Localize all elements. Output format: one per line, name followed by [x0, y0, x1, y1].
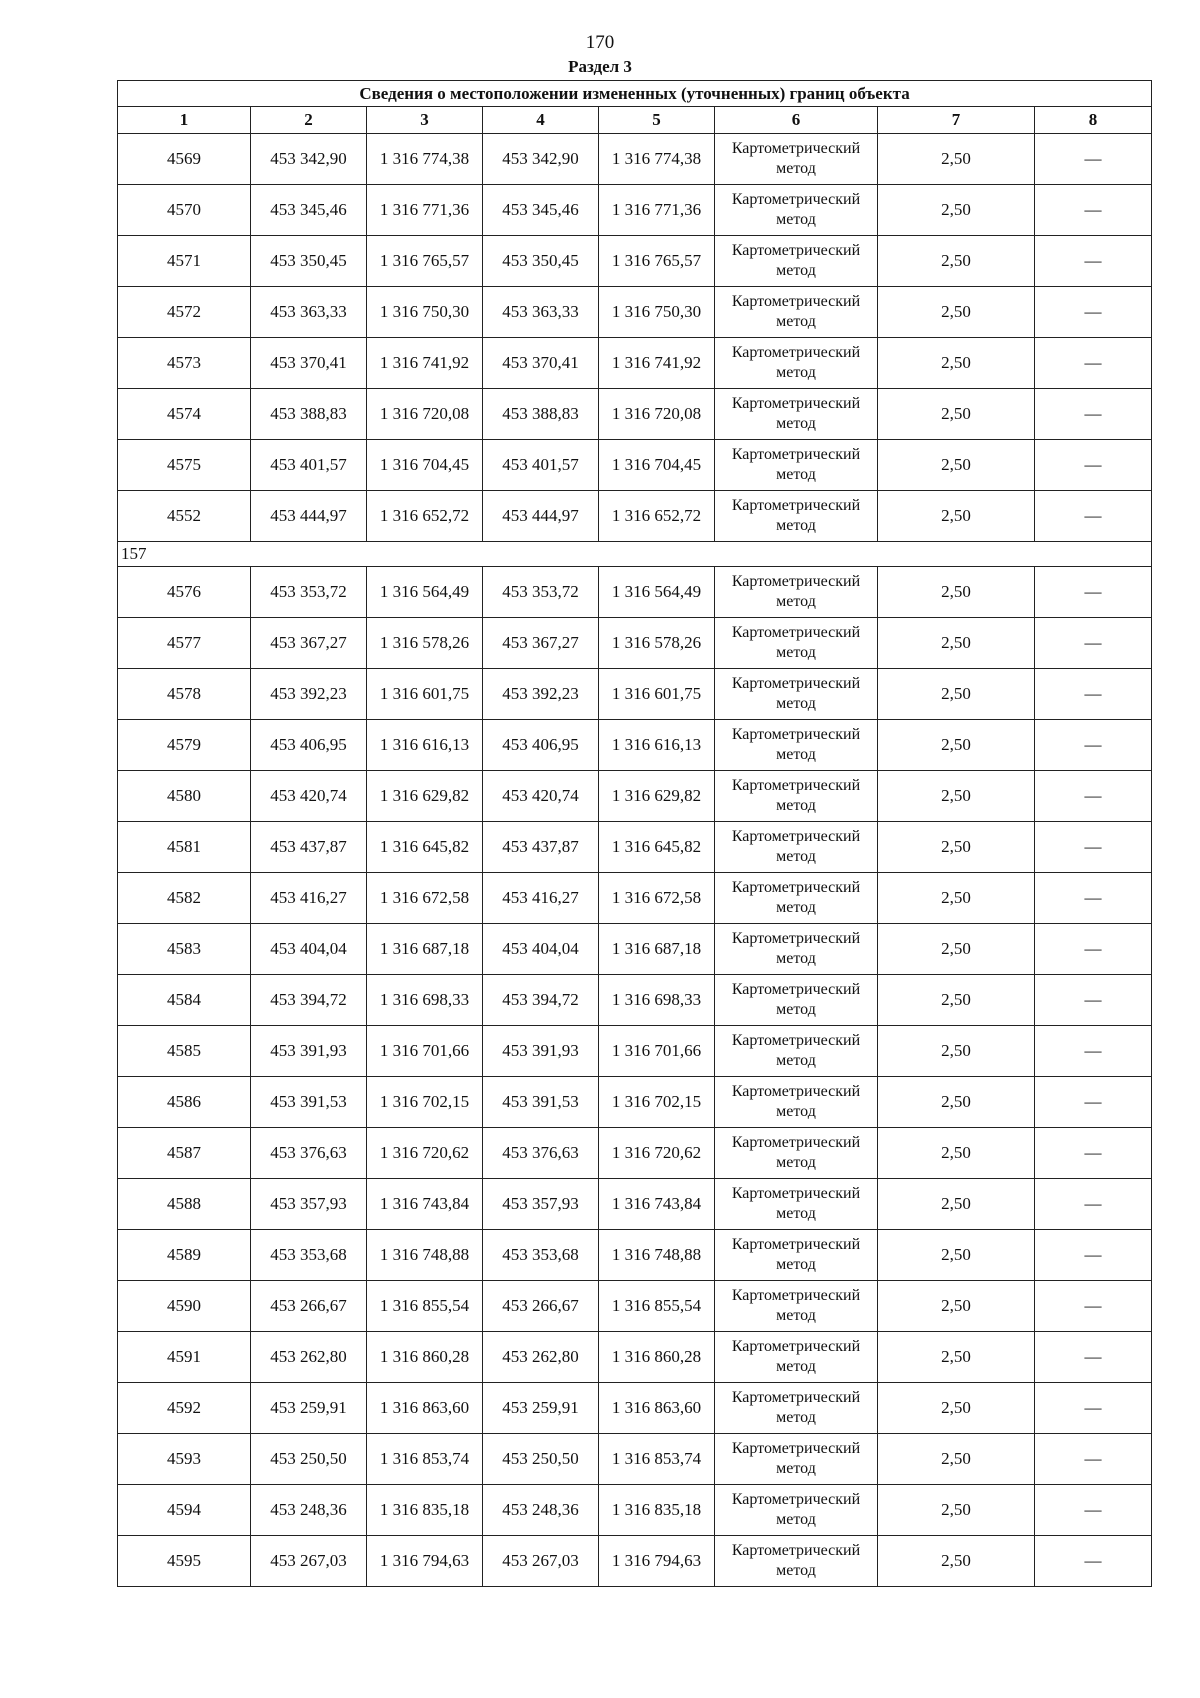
cell-description: —	[1035, 1332, 1152, 1383]
cell-x-existing: 453 391,53	[251, 1077, 367, 1128]
cell-description: —	[1035, 1026, 1152, 1077]
group-label-row	[118, 542, 1152, 567]
cell-y-existing: 1 316 853,74	[367, 1434, 483, 1485]
table-row	[118, 1128, 1152, 1179]
cell-point-number: 4576	[118, 567, 251, 618]
cell-method: Картометрический метод	[715, 1026, 878, 1077]
cell-point-number: 4592	[118, 1383, 251, 1434]
cell-y-new: 1 316 629,82	[599, 771, 715, 822]
cell-y-new: 1 316 672,58	[599, 873, 715, 924]
cell-method: Картометрический метод	[715, 975, 878, 1026]
cell-point-number: 4570	[118, 185, 251, 236]
cell-y-new: 1 316 702,15	[599, 1077, 715, 1128]
cell-x-existing: 453 342,90	[251, 134, 367, 185]
cell-x-existing: 453 353,72	[251, 567, 367, 618]
cell-y-new: 1 316 601,75	[599, 669, 715, 720]
cell-x-new: 453 437,87	[483, 822, 599, 873]
cell-x-new: 453 420,74	[483, 771, 599, 822]
column-number: 2	[251, 107, 367, 134]
cell-x-new: 453 394,72	[483, 975, 599, 1026]
cell-x-existing: 453 267,03	[251, 1536, 367, 1587]
cell-accuracy: 2,50	[878, 236, 1035, 287]
cell-description: —	[1035, 236, 1152, 287]
cell-y-new: 1 316 748,88	[599, 1230, 715, 1281]
cell-x-existing: 453 420,74	[251, 771, 367, 822]
cell-description: —	[1035, 440, 1152, 491]
cell-x-existing: 453 392,23	[251, 669, 367, 720]
cell-description: —	[1035, 1128, 1152, 1179]
cell-x-new: 453 401,57	[483, 440, 599, 491]
table-row	[118, 567, 1152, 618]
cell-x-existing: 453 370,41	[251, 338, 367, 389]
cell-y-new: 1 316 687,18	[599, 924, 715, 975]
cell-y-existing: 1 316 702,15	[367, 1077, 483, 1128]
cell-method: Картометрический метод	[715, 1281, 878, 1332]
cell-y-existing: 1 316 774,38	[367, 134, 483, 185]
cell-description: —	[1035, 491, 1152, 542]
cell-y-new: 1 316 720,08	[599, 389, 715, 440]
cell-accuracy: 2,50	[878, 771, 1035, 822]
cell-x-new: 453 444,97	[483, 491, 599, 542]
cell-method: Картометрический метод	[715, 1434, 878, 1485]
cell-x-existing: 453 376,63	[251, 1128, 367, 1179]
cell-y-existing: 1 316 652,72	[367, 491, 483, 542]
cell-y-new: 1 316 860,28	[599, 1332, 715, 1383]
table-row	[118, 924, 1152, 975]
table-row	[118, 618, 1152, 669]
cell-accuracy: 2,50	[878, 491, 1035, 542]
cell-y-new: 1 316 835,18	[599, 1485, 715, 1536]
cell-x-existing: 453 248,36	[251, 1485, 367, 1536]
cell-y-existing: 1 316 687,18	[367, 924, 483, 975]
cell-method: Картометрический метод	[715, 287, 878, 338]
table-row	[118, 1281, 1152, 1332]
cell-x-existing: 453 250,50	[251, 1434, 367, 1485]
table-row	[118, 185, 1152, 236]
cell-x-new: 453 350,45	[483, 236, 599, 287]
cell-accuracy: 2,50	[878, 618, 1035, 669]
column-number: 6	[715, 107, 878, 134]
column-number: 3	[367, 107, 483, 134]
cell-y-existing: 1 316 704,45	[367, 440, 483, 491]
cell-y-new: 1 316 794,63	[599, 1536, 715, 1587]
cell-point-number: 4593	[118, 1434, 251, 1485]
cell-method: Картометрический метод	[715, 134, 878, 185]
cell-accuracy: 2,50	[878, 1128, 1035, 1179]
table-body	[118, 134, 1152, 1587]
cell-y-new: 1 316 750,30	[599, 287, 715, 338]
table-row	[118, 491, 1152, 542]
cell-description: —	[1035, 873, 1152, 924]
cell-y-existing: 1 316 616,13	[367, 720, 483, 771]
table-row	[118, 822, 1152, 873]
cell-y-existing: 1 316 578,26	[367, 618, 483, 669]
cell-point-number: 4580	[118, 771, 251, 822]
cell-point-number: 4585	[118, 1026, 251, 1077]
table-row	[118, 1179, 1152, 1230]
cell-y-existing: 1 316 748,88	[367, 1230, 483, 1281]
table-row	[118, 1383, 1152, 1434]
cell-description: —	[1035, 924, 1152, 975]
cell-y-existing: 1 316 601,75	[367, 669, 483, 720]
cell-x-new: 453 416,27	[483, 873, 599, 924]
cell-x-existing: 453 259,91	[251, 1383, 367, 1434]
cell-description: —	[1035, 1077, 1152, 1128]
table-row	[118, 771, 1152, 822]
cell-description: —	[1035, 338, 1152, 389]
cell-accuracy: 2,50	[878, 338, 1035, 389]
cell-accuracy: 2,50	[878, 1383, 1035, 1434]
cell-description: —	[1035, 771, 1152, 822]
cell-x-new: 453 357,93	[483, 1179, 599, 1230]
cell-point-number: 4583	[118, 924, 251, 975]
cell-y-existing: 1 316 794,63	[367, 1536, 483, 1587]
cell-x-new: 453 388,83	[483, 389, 599, 440]
cell-description: —	[1035, 618, 1152, 669]
table-row	[118, 287, 1152, 338]
cell-description: —	[1035, 1383, 1152, 1434]
cell-description: —	[1035, 134, 1152, 185]
cell-y-existing: 1 316 720,08	[367, 389, 483, 440]
column-number-row	[118, 107, 1152, 134]
cell-point-number: 4581	[118, 822, 251, 873]
cell-y-new: 1 316 863,60	[599, 1383, 715, 1434]
cell-description: —	[1035, 287, 1152, 338]
table-row	[118, 873, 1152, 924]
cell-x-new: 453 370,41	[483, 338, 599, 389]
cell-description: —	[1035, 669, 1152, 720]
cell-point-number: 4572	[118, 287, 251, 338]
cell-y-existing: 1 316 750,30	[367, 287, 483, 338]
cell-description: —	[1035, 1179, 1152, 1230]
cell-method: Картометрический метод	[715, 491, 878, 542]
cell-y-existing: 1 316 863,60	[367, 1383, 483, 1434]
cell-point-number: 4582	[118, 873, 251, 924]
cell-accuracy: 2,50	[878, 1281, 1035, 1332]
cell-description: —	[1035, 1281, 1152, 1332]
cell-y-new: 1 316 701,66	[599, 1026, 715, 1077]
cell-accuracy: 2,50	[878, 287, 1035, 338]
cell-method: Картометрический метод	[715, 338, 878, 389]
cell-method: Картометрический метод	[715, 185, 878, 236]
cell-y-new: 1 316 743,84	[599, 1179, 715, 1230]
cell-y-new: 1 316 616,13	[599, 720, 715, 771]
cell-point-number: 4586	[118, 1077, 251, 1128]
cell-accuracy: 2,50	[878, 669, 1035, 720]
cell-y-new: 1 316 645,82	[599, 822, 715, 873]
cell-y-existing: 1 316 672,58	[367, 873, 483, 924]
section-title: Раздел 3	[568, 57, 632, 76]
table-row	[118, 975, 1152, 1026]
cell-x-new: 453 391,53	[483, 1077, 599, 1128]
cell-accuracy: 2,50	[878, 1077, 1035, 1128]
cell-y-new: 1 316 855,54	[599, 1281, 715, 1332]
table-row	[118, 1230, 1152, 1281]
cell-accuracy: 2,50	[878, 185, 1035, 236]
cell-y-new: 1 316 771,36	[599, 185, 715, 236]
cell-description: —	[1035, 389, 1152, 440]
cell-x-existing: 453 444,97	[251, 491, 367, 542]
table-row	[118, 669, 1152, 720]
page-number: 170	[585, 32, 615, 53]
group-label: 157	[118, 542, 1152, 567]
cell-x-existing: 453 262,80	[251, 1332, 367, 1383]
table-row	[118, 1077, 1152, 1128]
cell-x-new: 453 259,91	[483, 1383, 599, 1434]
cell-method: Картометрический метод	[715, 1383, 878, 1434]
cell-accuracy: 2,50	[878, 1179, 1035, 1230]
cell-y-new: 1 316 564,49	[599, 567, 715, 618]
cell-y-existing: 1 316 771,36	[367, 185, 483, 236]
cell-x-new: 453 392,23	[483, 669, 599, 720]
cell-accuracy: 2,50	[878, 975, 1035, 1026]
cell-point-number: 4590	[118, 1281, 251, 1332]
cell-x-new: 453 266,67	[483, 1281, 599, 1332]
cell-x-new: 453 363,33	[483, 287, 599, 338]
column-number: 7	[878, 107, 1035, 134]
cell-point-number: 4573	[118, 338, 251, 389]
cell-accuracy: 2,50	[878, 134, 1035, 185]
cell-x-existing: 453 367,27	[251, 618, 367, 669]
cell-accuracy: 2,50	[878, 822, 1035, 873]
cell-y-new: 1 316 774,38	[599, 134, 715, 185]
table-row	[118, 1332, 1152, 1383]
cell-y-new: 1 316 765,57	[599, 236, 715, 287]
cell-y-existing: 1 316 698,33	[367, 975, 483, 1026]
cell-method: Картометрический метод	[715, 1077, 878, 1128]
cell-method: Картометрический метод	[715, 236, 878, 287]
cell-y-existing: 1 316 564,49	[367, 567, 483, 618]
cell-x-existing: 453 353,68	[251, 1230, 367, 1281]
cell-description: —	[1035, 975, 1152, 1026]
cell-x-existing: 453 266,67	[251, 1281, 367, 1332]
cell-description: —	[1035, 822, 1152, 873]
cell-y-existing: 1 316 720,62	[367, 1128, 483, 1179]
cell-point-number: 4569	[118, 134, 251, 185]
cell-y-existing: 1 316 645,82	[367, 822, 483, 873]
cell-y-existing: 1 316 743,84	[367, 1179, 483, 1230]
cell-method: Картометрический метод	[715, 822, 878, 873]
cell-x-new: 453 342,90	[483, 134, 599, 185]
cell-x-new: 453 391,93	[483, 1026, 599, 1077]
cell-x-new: 453 353,72	[483, 567, 599, 618]
cell-y-existing: 1 316 701,66	[367, 1026, 483, 1077]
cell-x-new: 453 404,04	[483, 924, 599, 975]
cell-method: Картометрический метод	[715, 771, 878, 822]
cell-x-new: 453 345,46	[483, 185, 599, 236]
cell-method: Картометрический метод	[715, 1485, 878, 1536]
cell-accuracy: 2,50	[878, 1332, 1035, 1383]
cell-x-existing: 453 363,33	[251, 287, 367, 338]
column-number: 5	[599, 107, 715, 134]
cell-point-number: 4584	[118, 975, 251, 1026]
cell-y-new: 1 316 578,26	[599, 618, 715, 669]
cell-x-existing: 453 388,83	[251, 389, 367, 440]
cell-point-number: 4579	[118, 720, 251, 771]
cell-point-number: 4574	[118, 389, 251, 440]
cell-method: Картометрический метод	[715, 873, 878, 924]
cell-x-existing: 453 391,93	[251, 1026, 367, 1077]
cell-point-number: 4588	[118, 1179, 251, 1230]
table-row	[118, 1536, 1152, 1587]
cell-accuracy: 2,50	[878, 440, 1035, 491]
column-number: 1	[118, 107, 251, 134]
cell-point-number: 4587	[118, 1128, 251, 1179]
cell-x-existing: 453 406,95	[251, 720, 367, 771]
cell-method: Картометрический метод	[715, 1536, 878, 1587]
cell-y-new: 1 316 853,74	[599, 1434, 715, 1485]
cell-method: Картометрический метод	[715, 389, 878, 440]
cell-y-new: 1 316 698,33	[599, 975, 715, 1026]
cell-y-new: 1 316 704,45	[599, 440, 715, 491]
cell-x-existing: 453 437,87	[251, 822, 367, 873]
cell-point-number: 4578	[118, 669, 251, 720]
cell-point-number: 4594	[118, 1485, 251, 1536]
cell-method: Картометрический метод	[715, 567, 878, 618]
cell-x-new: 453 262,80	[483, 1332, 599, 1383]
boundary-coordinates-table	[117, 80, 1152, 1587]
cell-description: —	[1035, 1485, 1152, 1536]
table-row	[118, 440, 1152, 491]
cell-y-new: 1 316 741,92	[599, 338, 715, 389]
cell-point-number: 4552	[118, 491, 251, 542]
cell-method: Картометрический метод	[715, 440, 878, 491]
cell-accuracy: 2,50	[878, 1230, 1035, 1281]
table-row	[118, 1026, 1152, 1077]
cell-point-number: 4571	[118, 236, 251, 287]
cell-x-existing: 453 401,57	[251, 440, 367, 491]
cell-method: Картометрический метод	[715, 720, 878, 771]
cell-x-new: 453 406,95	[483, 720, 599, 771]
cell-description: —	[1035, 1536, 1152, 1587]
cell-y-existing: 1 316 860,28	[367, 1332, 483, 1383]
cell-description: —	[1035, 720, 1152, 771]
cell-accuracy: 2,50	[878, 924, 1035, 975]
cell-y-existing: 1 316 765,57	[367, 236, 483, 287]
cell-description: —	[1035, 1230, 1152, 1281]
cell-description: —	[1035, 1434, 1152, 1485]
cell-x-existing: 453 350,45	[251, 236, 367, 287]
table-caption: Сведения о местоположении измененных (уточненных) границ объекта	[118, 81, 1152, 107]
cell-accuracy: 2,50	[878, 1434, 1035, 1485]
cell-x-existing: 453 357,93	[251, 1179, 367, 1230]
cell-x-new: 453 353,68	[483, 1230, 599, 1281]
cell-y-existing: 1 316 741,92	[367, 338, 483, 389]
cell-y-new: 1 316 652,72	[599, 491, 715, 542]
cell-point-number: 4575	[118, 440, 251, 491]
table-row	[118, 1434, 1152, 1485]
cell-point-number: 4577	[118, 618, 251, 669]
cell-method: Картометрический метод	[715, 669, 878, 720]
cell-y-existing: 1 316 629,82	[367, 771, 483, 822]
cell-accuracy: 2,50	[878, 1536, 1035, 1587]
table-row	[118, 389, 1152, 440]
cell-description: —	[1035, 185, 1152, 236]
column-number: 4	[483, 107, 599, 134]
cell-accuracy: 2,50	[878, 567, 1035, 618]
cell-x-new: 453 248,36	[483, 1485, 599, 1536]
cell-y-existing: 1 316 835,18	[367, 1485, 483, 1536]
cell-method: Картометрический метод	[715, 1128, 878, 1179]
table-row	[118, 1485, 1152, 1536]
cell-accuracy: 2,50	[878, 873, 1035, 924]
table-row	[118, 236, 1152, 287]
cell-x-new: 453 250,50	[483, 1434, 599, 1485]
cell-accuracy: 2,50	[878, 720, 1035, 771]
cell-x-new: 453 367,27	[483, 618, 599, 669]
cell-description: —	[1035, 567, 1152, 618]
cell-x-existing: 453 345,46	[251, 185, 367, 236]
cell-method: Картометрический метод	[715, 924, 878, 975]
column-number: 8	[1035, 107, 1152, 134]
cell-y-new: 1 316 720,62	[599, 1128, 715, 1179]
cell-method: Картометрический метод	[715, 1332, 878, 1383]
cell-method: Картометрический метод	[715, 1230, 878, 1281]
cell-accuracy: 2,50	[878, 389, 1035, 440]
cell-point-number: 4589	[118, 1230, 251, 1281]
cell-x-new: 453 376,63	[483, 1128, 599, 1179]
cell-accuracy: 2,50	[878, 1026, 1035, 1077]
cell-accuracy: 2,50	[878, 1485, 1035, 1536]
cell-x-existing: 453 404,04	[251, 924, 367, 975]
cell-x-existing: 453 394,72	[251, 975, 367, 1026]
table-row	[118, 720, 1152, 771]
cell-y-existing: 1 316 855,54	[367, 1281, 483, 1332]
cell-point-number: 4591	[118, 1332, 251, 1383]
table-row	[118, 134, 1152, 185]
cell-x-existing: 453 416,27	[251, 873, 367, 924]
cell-point-number: 4595	[118, 1536, 251, 1587]
cell-method: Картометрический метод	[715, 1179, 878, 1230]
cell-x-new: 453 267,03	[483, 1536, 599, 1587]
table-row	[118, 338, 1152, 389]
cell-method: Картометрический метод	[715, 618, 878, 669]
